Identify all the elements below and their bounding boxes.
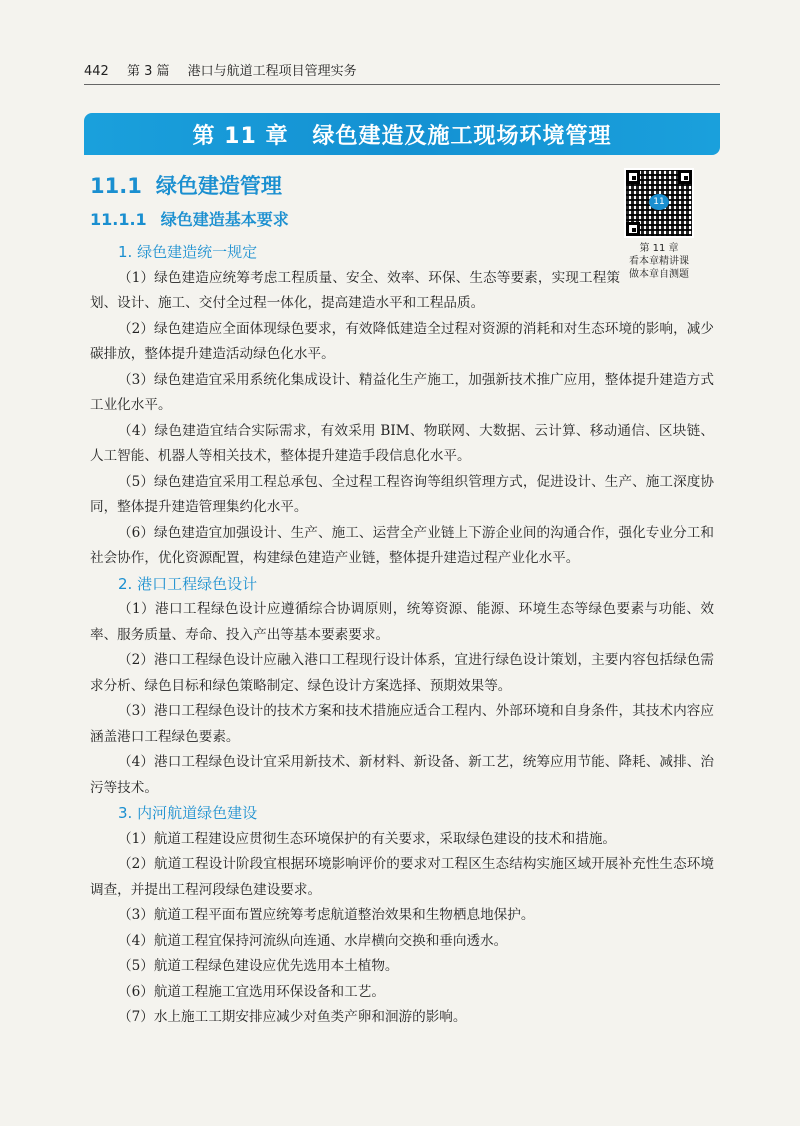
paragraph: （3）港口工程绿色设计的技术方案和技术措施应适合工程内、外部环境和自身条件，其技术内容应涵盖港口工程绿色要素。: [90, 703, 714, 745]
paragraph: （6）绿色建造宜加强设计、生产、施工、运营全产业链上下游企业间的沟通合作，强化专业分工和社会协作，优化资源配置，构建绿色建造产业链，整体提升建造过程产业化水平。: [90, 524, 714, 566]
paragraph: （3）航道工程平面布置应统筹考虑航道整治效果和生物栖息地保护。: [118, 907, 535, 923]
part-label: 第 3 篇: [126, 64, 170, 79]
paragraph: （7）水上施工工期安排应减少对鱼类产卵和洄游的影响。: [118, 1009, 467, 1025]
chapter-title-bar: [84, 113, 720, 155]
body-text: [90, 240, 714, 1031]
block-heading: 2. 港口工程绿色设计: [118, 574, 258, 593]
section-title: 绿色建造管理: [155, 174, 282, 198]
qr-finder-pattern: [626, 170, 640, 184]
chapter-title: 绿色建造及施工现场环境管理: [312, 123, 612, 149]
header-divider: [84, 84, 720, 85]
qr-caption-line1: 第 11 章: [639, 243, 679, 254]
paragraph: （5）航道工程绿色建设应优先选用本土植物。: [118, 958, 399, 974]
subsection-heading: [90, 207, 289, 230]
paragraph: （4）航道工程宜保持河流纵向连通、水岸横向交换和垂向透水。: [118, 932, 508, 949]
block-inland-waterway-green-construction: [90, 801, 714, 1031]
chapter-number: 第 11 章: [192, 123, 289, 149]
block-heading: 1. 绿色建造统一规定: [118, 243, 258, 261]
paragraph: （2）港口工程绿色设计应融入港口工程现行设计体系，宜进行绿色设计策划，主要内容包括绿色需求分析、绿色目标和绿色策略制定、绿色设计方案选择、预期效果等。: [90, 652, 714, 694]
qr-finder-pattern: [626, 222, 640, 236]
qr-finder-pattern: [678, 170, 692, 184]
qr-chapter-badge: 11: [649, 194, 669, 210]
block-green-construction-rules: [90, 240, 714, 572]
section-heading: [90, 170, 282, 200]
subsection-title: 绿色建造基本要求: [160, 210, 289, 229]
section-number: 11.1: [90, 174, 142, 198]
paragraph: （6）航道工程施工宜选用环保设备和工艺。: [118, 983, 385, 1000]
paragraph: （4）港口工程绿色设计宜采用新技术、新材料、新设备、新工艺，统筹应用节能、降耗、减排、治污等技术。: [90, 754, 714, 796]
paragraph: （1）绿色建造应统筹考虑工程质量、安全、效率、环保、生态等要素，实现工程策划、设计、施工、交付全过程一体化，提高建造水平和工程品质。: [90, 269, 620, 311]
subsection-number: 11.1.1: [90, 210, 147, 229]
paragraph: （1）航道工程建设应贯彻生态环境保护的有关要求，采取绿色建设的技术和措施。: [118, 830, 617, 847]
paragraph: （1）港口工程绿色设计应遵循综合协调原则，统筹资源、能源、环境生态等绿色要素与功能、效率、服务质量、寿命、投入产出等基本要素要求。: [90, 601, 714, 643]
paragraph: （5）绿色建造宜采用工程总承包、全过程工程咨询等组织管理方式，促进设计、生产、施工深度协同，整体提升建造管理集约化水平。: [90, 473, 714, 515]
paragraph: （2）航道工程设计阶段宜根据环境影响评价的要求对工程区生态结构实施区域开展补充性生态环境调查，并提出工程河段绿色建设要求。: [90, 856, 714, 898]
part-title: 港口与航道工程项目管理实务: [187, 64, 357, 79]
qr-code[interactable]: [624, 168, 694, 238]
paragraph: （3）绿色建造宜采用系统化集成设计、精益化生产施工，加强新技术推广应用，整体提升建造方式工业化水平。: [90, 371, 714, 413]
paragraph: （4）绿色建造宜结合实际需求，有效采用 BIM、物联网、大数据、云计算、移动通信、区块链、人工智能、机器人等相关技术，整体提升建造手段信息化水平。: [90, 422, 714, 464]
page-number: 442: [84, 64, 109, 79]
block-port-green-design: [90, 572, 714, 802]
qr-caption-line2: 看本章精讲课: [629, 256, 689, 267]
running-header: [84, 60, 720, 79]
block-heading: 3. 内河航道绿色建设: [118, 804, 258, 822]
paragraph: （2）绿色建造应全面体现绿色要求，有效降低建造全过程对资源的消耗和对生态环境的影响，减少碳排放，整体提升建造活动绿色化水平。: [90, 320, 714, 362]
qr-caption-line3: 做本章自测题: [629, 269, 689, 280]
